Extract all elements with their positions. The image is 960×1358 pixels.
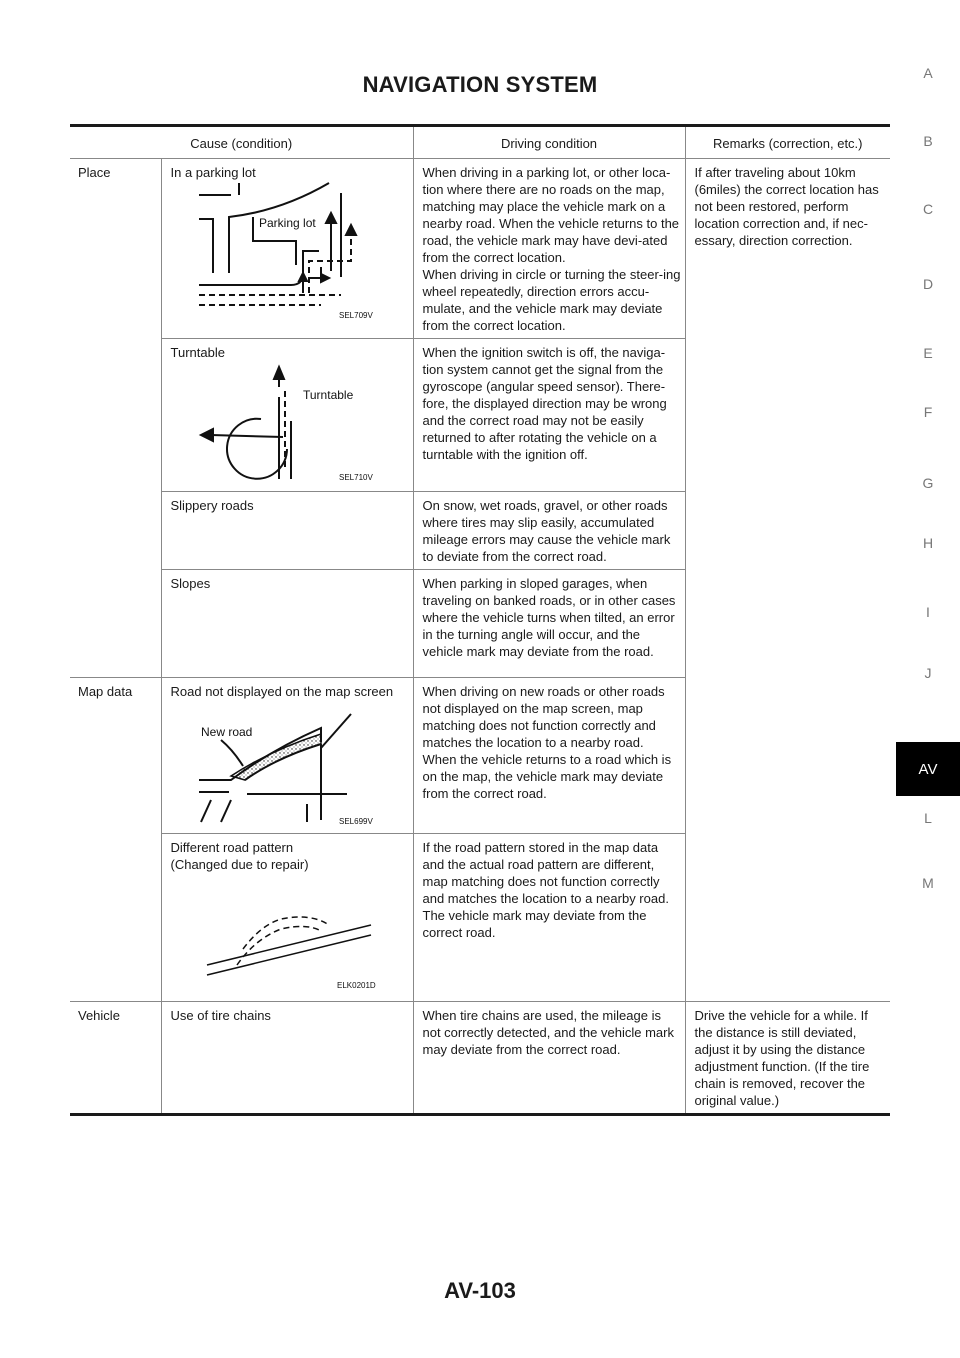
index-tab-l[interactable]: L [924,810,932,826]
page-number: AV-103 [444,1278,516,1303]
turntable-figure [171,361,373,483]
index-tab-c[interactable]: C [922,201,934,217]
table-row [70,159,890,339]
cause-text: Road not displayed on the map screen [170,684,394,699]
new-road-figure [171,700,373,826]
index-tab-i[interactable]: I [926,604,930,620]
remarks-shared: If after traveling about 10km (6miles) the correct location has not been restored, perform location correction and, if nec-essary, direction correction. [685,159,890,1002]
cause-cell [161,678,413,834]
index-tab-f[interactable]: F [923,404,933,420]
group-vehicle: Vehicle [70,1002,161,1115]
group-map-data: Map data [70,678,161,1002]
figure-id: ELK0201D [336,981,376,990]
cause-text: In a parking lot [170,165,256,180]
figure-label: New road [200,725,252,739]
cause-text: Different road pattern (Changed due to repair) [170,840,309,872]
section-index-tabs [896,0,960,1358]
driving-cell: When driving on new roads or other roads not displayed on the map screen, map matching does not function correctly and matches the location to a nearby road. When the vehicle returns to a road which is on the map, the vehicle mark may deviate from the correct road. [413,678,685,834]
driving-cell: On snow, wet roads, gravel, or other roads where tires may slip easily, accumulated mileage errors may cause the vehicle mark to deviate from the correct road. [413,492,685,570]
cause-cell: Use of tire chains [161,1002,413,1115]
driving-cell: When parking in sloped garages, when traveling on banked roads, or in other cases where the vehicle turns when tilted, an error in the turning angle will occur, and the vehicle mark may deviate from the road. [413,570,685,678]
cause-cell: Slippery roads [161,492,413,570]
different-road-figure [171,873,376,991]
header-remarks: Remarks (correction, etc.) [685,126,890,159]
figure-id: SEL710V [338,473,373,482]
table-header-row [70,126,890,159]
figure-label: Parking lot [258,216,316,230]
index-tab-d[interactable]: D [922,276,934,292]
figure-id: SEL709V [338,311,373,320]
driving-cell: When tire chains are used, the mileage is not correctly detected, and the vehicle mark may deviate from the correct road. [413,1002,685,1115]
header-driving: Driving condition [413,126,685,159]
table-row [70,1002,890,1115]
parking-lot-figure [171,181,373,321]
cause-cell [161,834,413,1002]
index-tab-e[interactable]: E [923,345,933,361]
header-cause: Cause (condition) [70,126,413,159]
page-title: NAVIGATION SYSTEM [362,72,598,97]
cause-cell [161,339,413,492]
driving-cell: If the road pattern stored in the map data and the actual road pattern are different, map matching does not function correctly and matches the location to a nearby road. The vehicle mark may deviate from the correct road. [413,834,685,1002]
index-tab-j[interactable]: J [924,665,932,681]
index-tab-a[interactable]: A [923,65,933,81]
driving-cell: When the ignition switch is off, the naviga-tion system cannot get the signal from the gyroscope (angular speed sensor). There-fore, the displayed direction may be wrong and the correct road may not be easily returned to after rotating the vehicle on a turntable with the ignition off. [413,339,685,492]
remarks-vehicle: Drive the vehicle for a while. If the distance is still deviated, adjust it by using the distance adjustment function. (If the tire chain is removed, recover the original value.) [685,1002,890,1115]
driving-cell: When driving in a parking lot, or other loca-tion where there are no roads on the map, matching may place the vehicle mark on a nearby road. When the vehicle returns to the road, the vehicle mark may have devi-ated from the correct location. When driving in circle or turning the steer-ing wheel repeatedly, direction errors accu-mulate, and the vehicle mark may deviate from the correct location. [413,159,685,339]
index-tab-h[interactable]: H [922,535,934,551]
cause-text: Turntable [170,345,225,360]
group-place: Place [70,159,161,678]
index-tab-m[interactable]: M [922,875,934,891]
cause-table [70,124,890,1116]
cause-cell: Slopes [161,570,413,678]
index-tab-g[interactable]: G [922,475,934,491]
cause-cell [161,159,413,339]
figure-label: Turntable [302,388,353,402]
figure-id: SEL699V [338,817,373,826]
index-tab-av-active[interactable]: AV [896,742,960,796]
index-tab-b[interactable]: B [923,133,933,149]
